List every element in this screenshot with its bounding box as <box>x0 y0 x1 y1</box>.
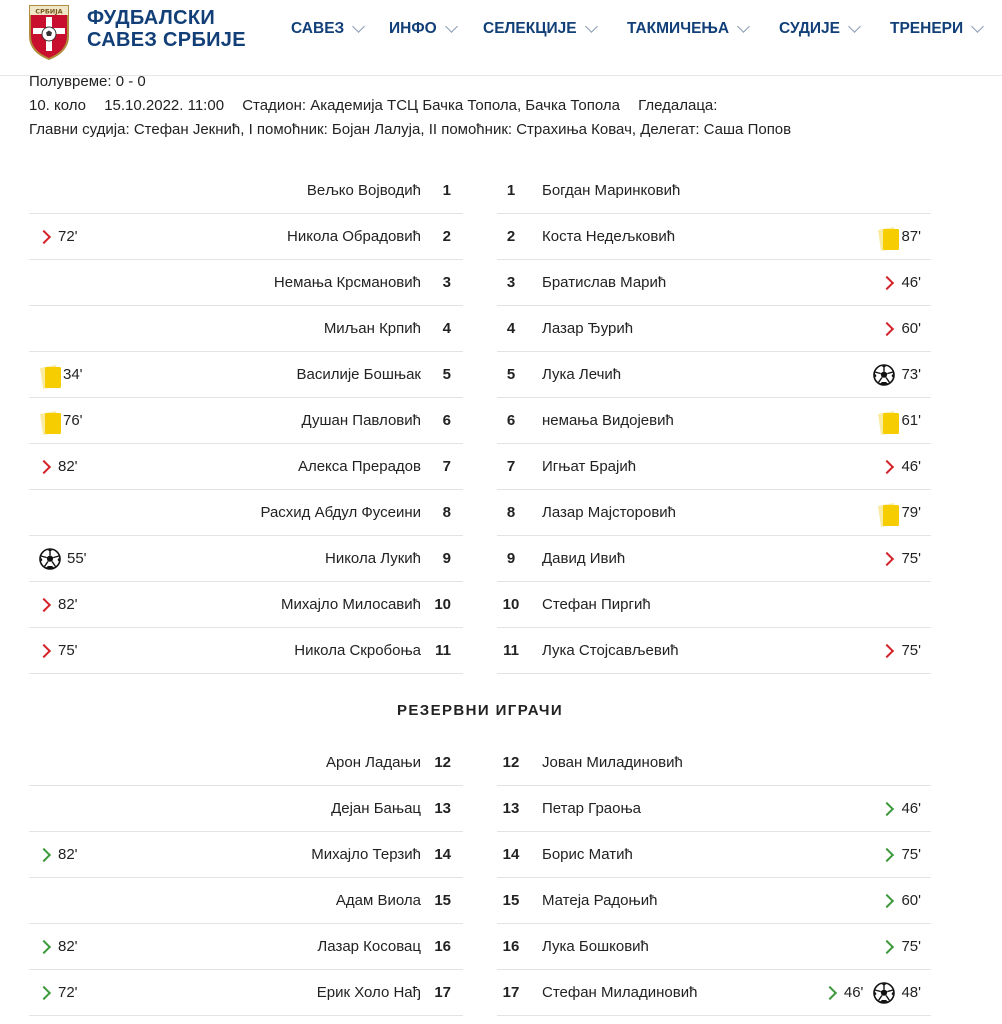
sub-out-arrow-icon <box>880 551 894 565</box>
player-name[interactable]: Лазар Ђурић <box>542 320 634 337</box>
sub-in-arrow-icon <box>880 847 894 861</box>
player-name[interactable]: Лука Лечић <box>542 366 622 383</box>
player-name[interactable]: Богдан Маринковић <box>542 182 681 199</box>
yellow-card-icon <box>877 502 895 524</box>
player-events <box>39 352 83 397</box>
player-row <box>497 740 931 786</box>
event-minute: 61' <box>901 412 921 429</box>
player-row <box>497 786 931 832</box>
sub-out-arrow-icon <box>880 643 894 657</box>
sub-out-arrow-icon <box>37 643 51 657</box>
player-number: 11 <box>503 642 519 659</box>
goal-event <box>873 970 921 1015</box>
player-events <box>39 832 78 877</box>
officials-line: Главни судија: Стефан Јекнић, I помоћник: Бојан Лалуја, II помоћник: Страхиња Ковач, Делегат: Саша Попов <box>29 121 792 138</box>
event-minute: 46' <box>843 984 864 1001</box>
player-number: 14 <box>434 846 451 863</box>
sub-in-arrow-icon <box>880 939 894 953</box>
player-name[interactable]: Јован Миладиновић <box>542 754 683 771</box>
player-number: 9 <box>506 550 516 567</box>
event-minute: 75' <box>901 642 921 659</box>
player-row <box>29 740 463 786</box>
attendance-label: Гледалаца: <box>638 97 718 114</box>
player-row <box>29 536 463 582</box>
event-minute: 82' <box>58 938 78 955</box>
player-events <box>882 306 921 351</box>
event-minute: 75' <box>58 642 78 659</box>
player-row <box>29 786 463 832</box>
player-row <box>497 628 931 674</box>
player-row <box>29 444 463 490</box>
player-row <box>497 260 931 306</box>
player-events <box>882 786 921 831</box>
player-name[interactable]: Петар Граоња <box>542 800 642 817</box>
sub-in-event <box>882 786 921 831</box>
sub-out-event <box>39 582 78 627</box>
sub-out-event <box>882 628 921 673</box>
sub-in-arrow-icon <box>37 985 51 999</box>
event-minute: 48' <box>901 984 921 1001</box>
player-name[interactable]: Лука Бошковић <box>542 938 649 955</box>
player-row <box>497 536 931 582</box>
player-name[interactable]: Адам Виола <box>335 892 421 909</box>
player-name[interactable]: Михајло Терзић <box>311 846 421 863</box>
sub-in-event <box>882 924 921 969</box>
player-number: 12 <box>502 754 520 771</box>
event-minute: 76' <box>63 412 83 429</box>
player-name[interactable]: Матеја Радоњић <box>542 892 658 909</box>
sub-in-event <box>882 878 921 923</box>
player-number: 8 <box>506 504 516 521</box>
event-minute: 55' <box>67 550 87 567</box>
player-number: 1 <box>506 182 516 199</box>
event-minute: 72' <box>58 228 78 245</box>
player-name[interactable]: Давид Ивић <box>542 550 626 567</box>
player-name[interactable]: Никола Лукић <box>324 550 421 567</box>
sub-in-event <box>825 970 864 1015</box>
player-events <box>39 924 78 969</box>
player-events <box>873 352 921 397</box>
event-minute: 87' <box>901 228 921 245</box>
player-events <box>39 582 78 627</box>
goal-ball-icon <box>873 364 895 386</box>
nav-item-info[interactable] <box>389 20 456 38</box>
player-number: 13 <box>434 800 451 817</box>
match-datetime: 15.10.2022. 11:00 <box>104 97 225 114</box>
player-name[interactable]: Игњат Брајић <box>542 458 637 475</box>
nav-item-takmicenja[interactable] <box>627 20 748 38</box>
player-events <box>39 214 78 259</box>
sub-in-event <box>39 832 78 877</box>
player-number: 8 <box>442 504 451 521</box>
sub-out-arrow-icon <box>37 597 51 611</box>
yellow-card-icon <box>39 364 57 386</box>
player-row <box>497 832 931 878</box>
sub-in-event <box>39 970 78 1015</box>
event-minute: 82' <box>58 458 78 475</box>
player-number: 15 <box>502 892 520 909</box>
yellow-card-icon <box>877 410 895 432</box>
event-minute: 46' <box>901 800 921 817</box>
player-number: 1 <box>442 182 451 199</box>
event-minute: 34' <box>63 366 83 383</box>
player-events <box>882 444 921 489</box>
event-minute: 82' <box>58 846 78 863</box>
player-row <box>29 168 463 214</box>
goal-event <box>873 352 921 397</box>
player-name[interactable]: Коста Недељковић <box>542 228 676 245</box>
player-number: 2 <box>442 228 451 245</box>
chevron-down-icon <box>848 20 861 33</box>
event-minute: 79' <box>901 504 921 521</box>
player-name[interactable]: Немања Крсмановић <box>273 274 421 291</box>
event-minute: 60' <box>901 320 921 337</box>
player-events <box>882 628 921 673</box>
away-reserves-list <box>497 740 931 1016</box>
player-name[interactable]: Борис Матић <box>542 846 633 863</box>
home-reserves-list <box>29 740 463 1016</box>
player-row <box>29 924 463 970</box>
player-number: 9 <box>442 550 451 567</box>
brand-line-1: ФУДБАЛСКИ <box>87 7 216 29</box>
player-name[interactable]: Арон Ладањи <box>326 754 421 771</box>
sub-out-arrow-icon <box>880 459 894 473</box>
player-events <box>877 214 921 259</box>
sub-out-arrow-icon <box>880 321 894 335</box>
sub-in-event <box>882 832 921 877</box>
player-row <box>497 582 931 628</box>
nav-item-sudije[interactable] <box>779 20 859 38</box>
player-name[interactable]: Лазар Мајсторовић <box>542 504 677 521</box>
player-row <box>497 970 931 1016</box>
player-name[interactable]: Никола Скробоња <box>294 642 421 659</box>
event-minute: 46' <box>901 458 921 475</box>
player-name[interactable]: Михајло Милосавић <box>281 596 421 613</box>
sub-out-event <box>39 444 78 489</box>
player-events <box>39 398 83 443</box>
player-name[interactable]: Алекса Прерадов <box>297 458 421 475</box>
sub-out-event <box>882 444 921 489</box>
chevron-down-icon <box>585 20 598 33</box>
player-number: 6 <box>442 412 451 429</box>
sub-in-arrow-icon <box>823 985 837 999</box>
player-row <box>497 398 931 444</box>
sub-out-event <box>39 628 78 673</box>
player-name[interactable]: Лука Стојсављевић <box>542 642 679 659</box>
player-name[interactable]: Лазар Косовац <box>317 938 421 955</box>
yellow-card-event <box>877 490 921 535</box>
home-starters-list <box>29 168 463 674</box>
chevron-down-icon <box>445 20 458 33</box>
player-events <box>882 924 921 969</box>
player-name[interactable]: Никола Обрадовић <box>287 228 421 245</box>
yellow-card-event <box>39 398 83 443</box>
player-row <box>497 306 931 352</box>
player-number: 7 <box>442 458 451 475</box>
player-number: 7 <box>506 458 516 475</box>
player-name[interactable]: Ерик Холо Нађ <box>316 984 421 1001</box>
nav-item-label: ИНФО <box>389 20 437 37</box>
sub-out-event <box>39 214 78 259</box>
player-number: 17 <box>502 984 520 1001</box>
sub-out-event <box>882 306 921 351</box>
match-meta-line <box>29 97 717 114</box>
player-number: 2 <box>506 228 516 245</box>
player-name[interactable]: Василије Бошњак <box>296 366 421 383</box>
brand-name[interactable] <box>87 7 246 51</box>
player-events <box>39 970 78 1015</box>
fss-logo[interactable] <box>27 2 71 60</box>
round-label: 10. коло <box>29 97 87 114</box>
nav-item-label: САВЕЗ <box>291 20 345 37</box>
stadium-label: Стадион: Академија ТСЦ Бачка Топола, Бачка Топола <box>242 97 620 114</box>
site-header <box>0 0 1002 76</box>
yellow-card-icon <box>877 226 895 248</box>
player-number: 3 <box>506 274 516 291</box>
player-row <box>29 214 463 260</box>
player-row <box>497 352 931 398</box>
player-name[interactable]: немања Видојевић <box>542 412 674 429</box>
player-row <box>29 352 463 398</box>
player-name[interactable]: Расхид Абдул Фусеини <box>260 504 421 521</box>
logo-text: СРБИЈА <box>35 7 63 16</box>
sub-in-arrow-icon <box>37 847 51 861</box>
event-minute: 73' <box>901 366 921 383</box>
player-events <box>877 490 921 535</box>
player-row <box>29 628 463 674</box>
goal-ball-icon <box>873 982 895 1004</box>
player-row <box>29 970 463 1016</box>
player-events <box>882 536 921 581</box>
event-minute: 75' <box>901 846 921 863</box>
event-minute: 60' <box>901 892 921 909</box>
player-number: 12 <box>434 754 451 771</box>
player-events <box>39 628 78 673</box>
player-row <box>29 306 463 352</box>
away-starters-list <box>497 168 931 674</box>
player-number: 11 <box>435 642 451 659</box>
player-row <box>497 214 931 260</box>
player-row <box>29 490 463 536</box>
sub-in-arrow-icon <box>37 939 51 953</box>
event-minute: 82' <box>58 596 78 613</box>
player-number: 6 <box>506 412 516 429</box>
player-events <box>882 260 921 305</box>
brand-line-2: САВЕЗ СРБИЈЕ <box>87 29 246 51</box>
nav-item-label: ТАКМИЧЕЊА <box>627 20 730 37</box>
goal-event <box>39 536 87 581</box>
player-number: 10 <box>502 596 520 613</box>
player-events <box>825 970 921 1015</box>
player-number: 3 <box>442 274 451 291</box>
yellow-card-event <box>877 214 921 259</box>
player-row <box>497 444 931 490</box>
player-name[interactable]: Стефан Пиргић <box>542 596 651 613</box>
player-events <box>39 536 87 581</box>
player-number: 17 <box>434 984 451 1001</box>
player-row <box>497 490 931 536</box>
player-name[interactable]: Дејан Бањац <box>331 800 421 817</box>
player-number: 5 <box>442 366 451 383</box>
sub-in-arrow-icon <box>880 893 894 907</box>
yellow-card-event <box>39 352 83 397</box>
reserves-title: РЕЗЕРВНИ ИГРАЧИ <box>396 702 563 719</box>
player-name[interactable]: Душан Павловић <box>301 412 421 429</box>
player-name[interactable]: Вељко Војводић <box>306 182 421 199</box>
player-row <box>497 878 931 924</box>
nav-item-treneri[interactable] <box>890 20 982 38</box>
sub-in-event <box>39 924 78 969</box>
player-number: 14 <box>502 846 520 863</box>
event-minute: 72' <box>58 984 78 1001</box>
player-number: 16 <box>434 938 451 955</box>
player-number: 4 <box>506 320 516 337</box>
nav-item-label: СЕЛЕКЦИЈЕ <box>483 20 577 37</box>
halftime-score: Полувреме: 0 - 0 <box>29 73 146 90</box>
nav-item-selekcije[interactable] <box>483 20 596 38</box>
goal-ball-icon <box>39 548 61 570</box>
player-events <box>882 832 921 877</box>
player-row <box>497 168 931 214</box>
player-row <box>29 878 463 924</box>
nav-item-savez[interactable] <box>291 20 363 38</box>
player-row <box>29 398 463 444</box>
sub-in-arrow-icon <box>880 801 894 815</box>
player-number: 16 <box>502 938 520 955</box>
yellow-card-event <box>877 398 921 443</box>
nav-item-label: СУДИЈЕ <box>779 20 840 37</box>
sub-out-arrow-icon <box>37 459 51 473</box>
player-name[interactable]: Стефан Миладиновић <box>542 984 698 1001</box>
chevron-down-icon <box>737 20 750 33</box>
sub-out-event <box>882 536 921 581</box>
player-row <box>29 260 463 306</box>
sub-out-arrow-icon <box>880 275 894 289</box>
event-minute: 75' <box>901 938 921 955</box>
player-row <box>29 582 463 628</box>
chevron-down-icon <box>352 20 365 33</box>
player-events <box>882 878 921 923</box>
player-events <box>877 398 921 443</box>
player-number: 5 <box>506 366 516 383</box>
nav-item-label: ТРЕНЕРИ <box>890 20 964 37</box>
event-minute: 46' <box>901 274 921 291</box>
player-name[interactable]: Братислав Марић <box>542 274 667 291</box>
player-number: 13 <box>502 800 520 817</box>
player-number: 10 <box>434 596 451 613</box>
player-number: 4 <box>442 320 451 337</box>
sub-out-arrow-icon <box>37 229 51 243</box>
event-minute: 75' <box>901 550 921 567</box>
player-events <box>39 444 78 489</box>
chevron-down-icon <box>971 20 984 33</box>
player-row <box>497 924 931 970</box>
player-row <box>29 832 463 878</box>
player-number: 15 <box>434 892 451 909</box>
sub-out-event <box>882 260 921 305</box>
yellow-card-icon <box>39 410 57 432</box>
player-name[interactable]: Миљан Крпић <box>323 320 421 337</box>
